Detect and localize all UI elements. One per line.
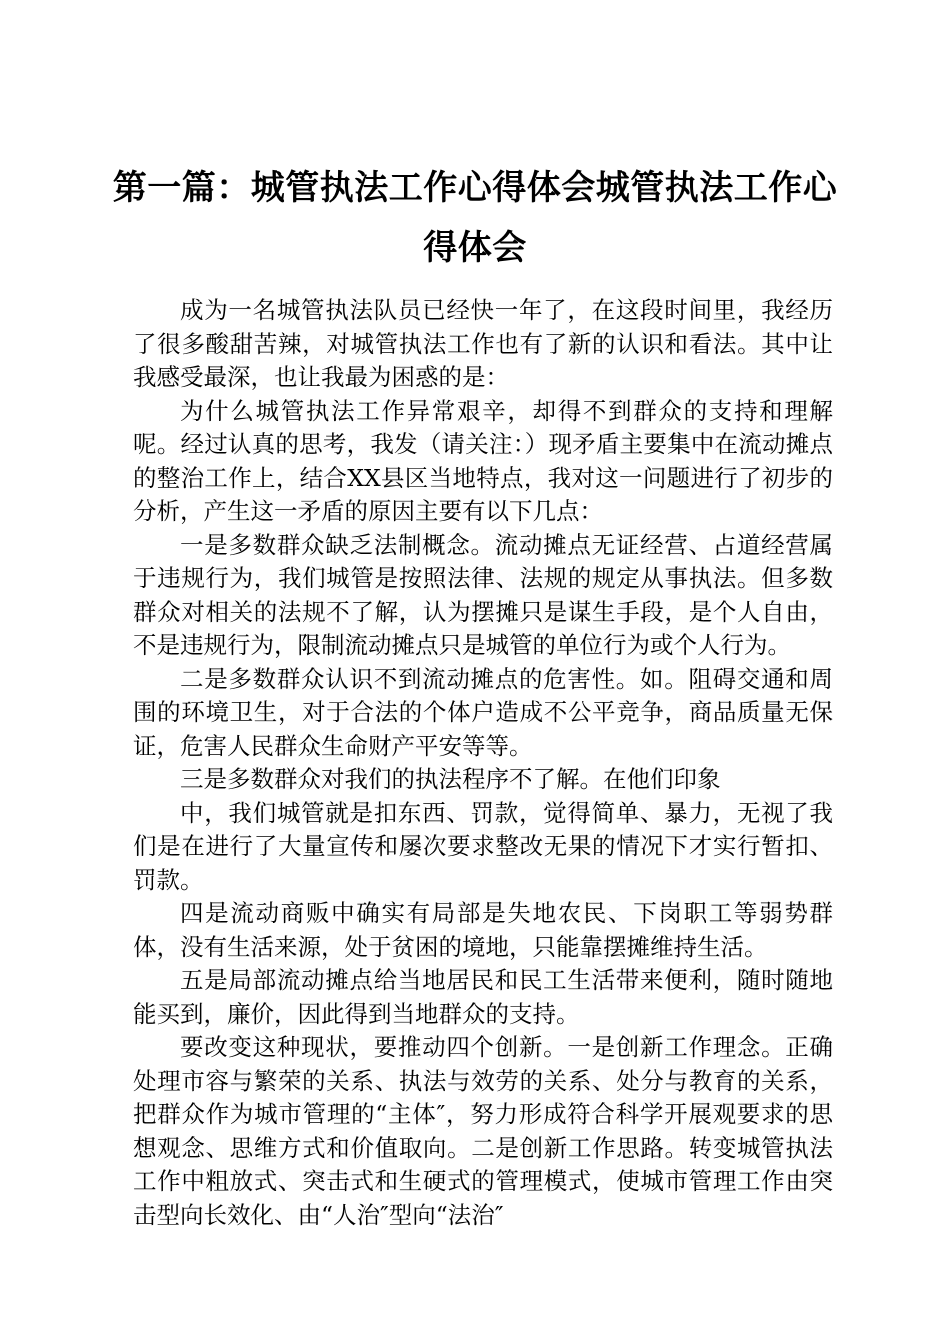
paragraph: 为什么城管执法工作异常艰辛，却得不到群众的支持和理解呢。经过认真的思考，我发（请关注：）现矛盾主要集中在流动摊点的整治工作上，结合XX县区当地特点，我对这一问题进行了初步的分析，产生这一矛盾的原因主要有以下几点： [133,396,833,525]
paragraph: 三是多数群众对我们的执法程序不了解。在他们印象 [180,765,721,793]
paragraph: 四是流动商贩中确实有局部是失地农民、下岗职工等弱势群体，没有生活来源，处于贫困的境地，只能靠摆摊维持生活。 [133,899,833,961]
document-title: 第一篇：城管执法工作心得体会城管执法工作心得体会 [112,168,838,268]
paragraph: 一是多数群众缺乏法制概念。流动摊点无证经营、占道经营属于违规行为，我们城管是按照法律、法规的规定从事执法。但多数群众对相关的法规不了解，认为摆摊只是谋生手段，是个人自由，不是违规行为，限制流动摊点只是城管的单位行为或个人行为。 [133,530,833,659]
paragraph: 要改变这种现状，要推动四个创新。一是创新工作理念。正确处理市容与繁荣的关系、执法与效劳的关系、处分与教育的关系，把群众作为城市管理的“主体″，努力形成符合科学开展观要求的思想观念、思维方式和价值取向。二是创新工作思路。转变城管执法工作中粗放式、突击式和生硬式的管理模式，使城市管理工作由突击型向长效化、由“人治″型向“法治″ [133,1033,833,1229]
paragraph: 成为一名城管执法队员已经快一年了，在这段时间里，我经历了很多酸甜苦辣，对城管执法工作也有了新的认识和看法。其中让我感受最深，也让我最为困惑的是： [133,296,833,391]
paragraph: 中，我们城管就是扣东西、罚款，觉得简单、暴力，无视了我们是在进行了大量宣传和屡次要求整改无果的情况下才实行暂扣、罚款。 [133,798,833,894]
paragraph: 五是局部流动摊点给当地居民和民工生活带来便利，随时随地能买到，廉价，因此得到当地群众的支持。 [133,966,833,1028]
paragraph: 二是多数群众认识不到流动摊点的危害性。如。阻碍交通和周围的环境卫生，对于合法的个体户造成不公平竞争，商品质量无保证，危害人民群众生命财产平安等等。 [133,664,833,760]
document-body [133,294,833,1232]
